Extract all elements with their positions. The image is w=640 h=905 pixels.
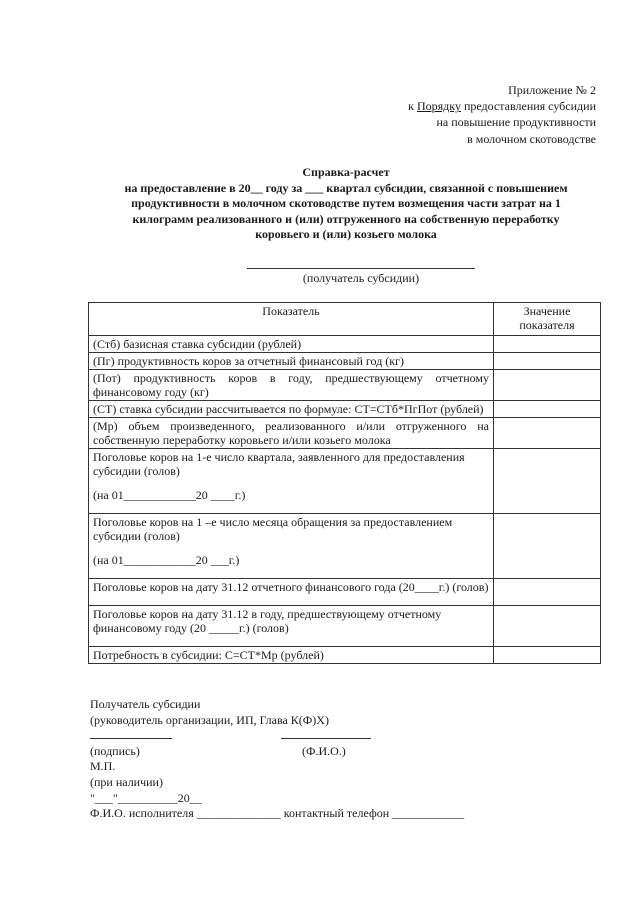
table-row <box>89 449 601 514</box>
appendix-line-4: в молочном скотоводстве <box>467 131 596 146</box>
fio-line[interactable] <box>281 728 371 739</box>
header-value: Значение показателя <box>494 303 601 336</box>
row-productivity-current: (Пг) продуктивность коров за отчетный финансовый год (кг) <box>89 353 494 370</box>
signature-caption: (подпись) <box>90 743 140 758</box>
appendix-order-line: к Порядку предоставления субсидии <box>408 99 596 114</box>
recipient-role: (руководитель организации, ИП, Глава К(Ф)Х) <box>90 712 329 727</box>
signature-line[interactable] <box>90 728 172 739</box>
table-row <box>89 401 601 418</box>
date-field[interactable]: "___"__________20__ <box>90 790 202 805</box>
row-herd-prev-year-end: Поголовье коров на дату 31.12 в году, предшествующему отчетному финансовому году (20 _____г.) (голов) <box>89 606 494 647</box>
recipient-underline[interactable] <box>247 268 475 269</box>
value-cell[interactable] <box>494 606 601 647</box>
table-row <box>89 418 601 449</box>
calculation-table <box>88 302 601 664</box>
value-cell[interactable] <box>494 370 601 401</box>
title-heading: Справка-расчет <box>302 165 390 179</box>
table-row <box>89 514 601 579</box>
order-link[interactable]: Порядку <box>417 99 461 114</box>
date-placeholder[interactable]: (на 01____________20 ____г.) <box>93 488 246 502</box>
signature-lines <box>90 728 610 744</box>
title-line-4: коровьего и (или) козьего молока <box>255 227 437 242</box>
signature-block <box>90 697 610 822</box>
value-cell[interactable] <box>494 514 601 579</box>
row-herd-quarter: Поголовье коров на 1-е число квартала, заявленного для предоставления субсидии (голов) (на 01____________20 ____г.) <box>89 449 494 514</box>
executor-line[interactable]: Ф.И.О. исполнителя ______________ контактный телефон ____________ <box>90 806 465 821</box>
row-milk-volume: (Мр) объем произведенного, реализованного и/или отгруженного на собственную переработку коровьего и/или козьего молока <box>89 418 494 449</box>
document-title <box>86 165 606 243</box>
table-header-row <box>89 303 601 336</box>
title-line-2: продуктивности в молочном скотоводстве путем возмещения части затрат на 1 <box>131 196 561 211</box>
table-row <box>89 370 601 401</box>
table-row <box>89 353 601 370</box>
title-line-3: килограмм реализованного и (или) отгруженного на собственную переработку <box>132 211 560 226</box>
stamp-note: (при наличии) <box>90 774 163 789</box>
fio-caption: (Ф.И.О.) <box>302 743 346 758</box>
value-cell[interactable] <box>494 579 601 606</box>
recipient-caption: (получатель субсидии) <box>302 271 420 285</box>
row-base-rate: (Стб) базисная ставка субсидии (рублей) <box>89 336 494 353</box>
date-placeholder[interactable]: (на 01____________20 ___г.) <box>93 553 240 567</box>
appendix-header <box>408 82 596 147</box>
header-indicator: Показатель <box>89 303 494 336</box>
row-herd-year-end: Поголовье коров на дату 31.12 отчетного финансового года (20____г.) (голов) <box>89 579 494 606</box>
value-cell[interactable] <box>494 353 601 370</box>
value-cell[interactable] <box>494 647 601 664</box>
row-subsidy-rate: (СТ) ставка субсидии рассчитывается по формуле: СТ=СТб*ПгПот (рублей) <box>89 401 494 418</box>
table-row <box>89 647 601 664</box>
title-line-1: на предоставление в 20__ году за ___ квартал субсидии, связанной с повышением <box>124 180 568 195</box>
row-subsidy-need: Потребность в субсидии: С=СТ*Мр (рублей) <box>89 647 494 664</box>
recipient-label: Получатель субсидии <box>90 697 201 711</box>
value-cell[interactable] <box>494 449 601 514</box>
stamp-label: М.П. <box>90 759 116 774</box>
value-cell[interactable] <box>494 401 601 418</box>
row-herd-month: Поголовье коров на 1 –е число месяца обращения за предоставлением субсидии (голов) (на 01____________20 ___г.) <box>89 514 494 579</box>
signature-captions <box>90 744 610 760</box>
table-row <box>89 606 601 647</box>
value-cell[interactable] <box>494 336 601 353</box>
table-row <box>89 336 601 353</box>
appendix-line-3: на повышение продуктивности <box>436 115 596 130</box>
row-productivity-previous: (Пот) продуктивность коров в году, предшествующему отчетному финансовому году (кг) <box>89 370 494 401</box>
appendix-number: Приложение № 2 <box>508 83 596 97</box>
table-row <box>89 579 601 606</box>
value-cell[interactable] <box>494 418 601 449</box>
